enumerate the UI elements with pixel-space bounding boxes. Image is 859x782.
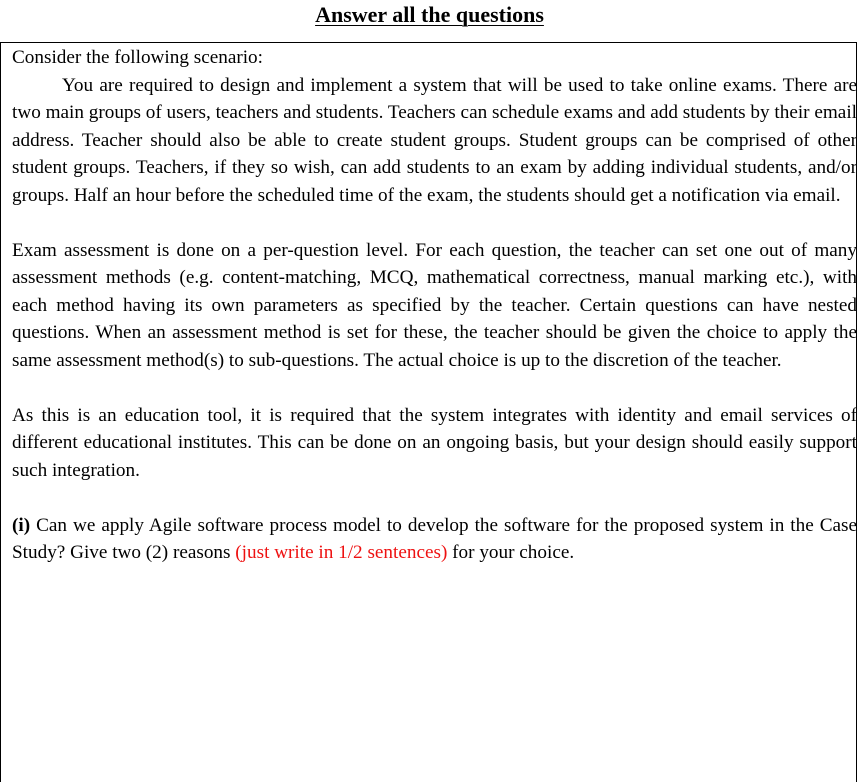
scenario-intro: Consider the following scenario: [12, 47, 263, 68]
page-heading [0, 0, 859, 30]
scenario-paragraph-3: As this is an education tool, it is required that the system integrates with identity and email services of different educational institutes. This can be done on an ongoing basis, but your design should easily support such integration. [12, 404, 857, 481]
question-text: Can we apply Agile software process model to develop the software for the proposed system in the Case Study? Give two (2) reasons [12, 514, 857, 563]
question-hint: (just write in 1/2 sentences) [235, 542, 448, 563]
question-i [12, 512, 857, 567]
heading-text: Answer all the questions [315, 2, 544, 27]
question-text-end: for your choice. [447, 542, 575, 563]
scenario-paragraph-2: Exam assessment is done on a per-question level. For each question, the teacher can set one out of many assessment methods (e.g. content-matching, MCQ, mathematical correctness, manual marking etc.), with each method having its own parameters as specified by the teacher. Certain questions can have nested questions. When an assessment method is set for these, the teacher should be given the choice to apply the same assessment method(s) to sub-questions. The actual choice is up to the discretion of the teacher. [12, 239, 857, 371]
scenario-paragraph-1: You are required to design and implement a system that will be used to take online exams. There are two main groups of users, teachers and students. Teachers can schedule exams and add students by their email address. Teacher should also be able to create student groups. Student groups can be comprised of other student groups. Teachers, if they so wish, can add students to an exam by adding individual students, and/or groups. Half an hour before the scheduled time of the exam, the students should get a notification via email. [12, 74, 857, 206]
question-content [12, 44, 857, 567]
question-number: (i) [12, 514, 31, 536]
